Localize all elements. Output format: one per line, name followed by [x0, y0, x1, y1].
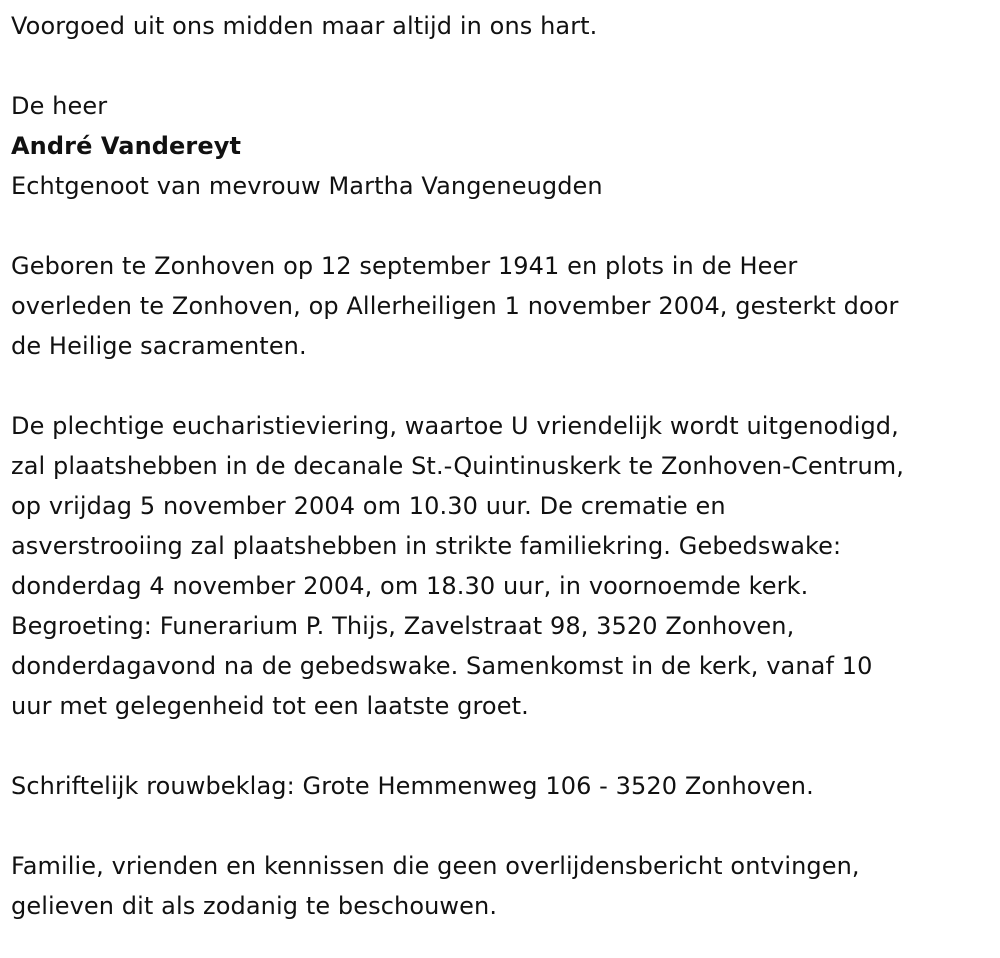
paragraph-line: Familie, vrienden en kennissen die geen overlijdensbericht ontvingen,: [11, 852, 860, 880]
ceremony-paragraph: [11, 406, 1000, 726]
paragraph-line: gelieven dit als zodanig te beschouwen.: [11, 892, 498, 920]
title-prefix: De heer: [11, 92, 108, 120]
paragraph-line: Begroeting: Funerarium P. Thijs, Zavelstraat 98, 3520 Zonhoven,: [11, 612, 795, 640]
paragraph-line: De plechtige eucharistieviering, waartoe U vriendelijk wordt uitgenodigd,: [11, 412, 899, 440]
paragraph-line: uur met gelegenheid tot een laatste groet.: [11, 692, 529, 720]
spacer: [11, 806, 1000, 846]
paragraph-line: asverstrooiing zal plaatshebben in strikte familiekring. Gebedswake:: [11, 532, 842, 560]
paragraph-line: zal plaatshebben in de decanale St.-Quintinuskerk te Zonhoven-Centrum,: [11, 452, 905, 480]
spouse-line: Echtgenoot van mevrouw Martha Vangeneugden: [11, 172, 603, 200]
paragraph-line: donderdag 4 november 2004, om 18.30 uur, in voornoemde kerk.: [11, 572, 809, 600]
birth-death-paragraph: [11, 246, 1000, 366]
paragraph-line: donderdagavond na de gebedswake. Samenkomst in de kerk, vanaf 10: [11, 652, 873, 680]
paragraph-line: de Heilige sacramenten.: [11, 332, 307, 360]
spacer: [11, 206, 1000, 246]
closing-paragraph: [11, 846, 1000, 926]
deceased-name: André Vandereyt: [11, 132, 242, 160]
spacer: [11, 366, 1000, 406]
spacer: [11, 726, 1000, 766]
paragraph-line: Geboren te Zonhoven op 12 september 1941 en plots in de Heer: [11, 252, 798, 280]
paragraph-line: op vrijdag 5 november 2004 om 10.30 uur. De crematie en: [11, 492, 726, 520]
spacer: [11, 46, 1000, 86]
motto: Voorgoed uit ons midden maar altijd in ons hart.: [11, 12, 598, 40]
paragraph-line: overleden te Zonhoven, op Allerheiligen 1 november 2004, gesterkt door: [11, 292, 899, 320]
condolence-address: Schriftelijk rouwbeklag: Grote Hemmenweg 106 - 3520 Zonhoven.: [11, 772, 814, 800]
